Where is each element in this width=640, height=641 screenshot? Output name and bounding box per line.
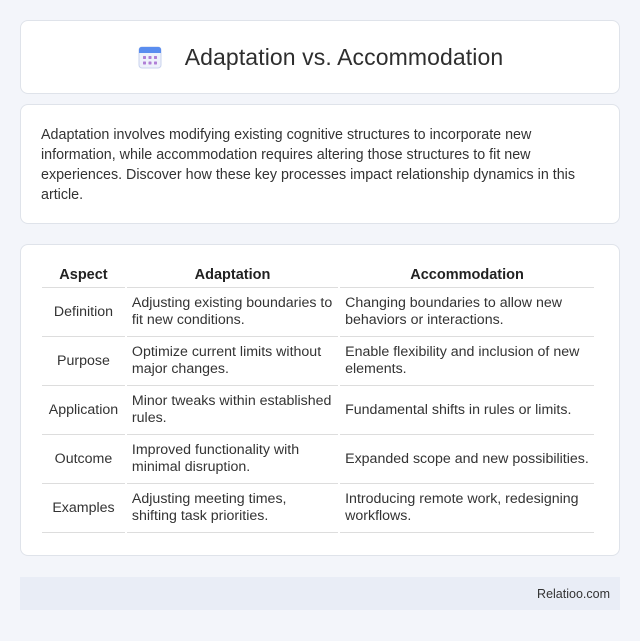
table-row [42, 288, 594, 337]
footer-bar [20, 577, 620, 610]
row-aspect-cell: Examples [42, 484, 125, 533]
row-aspect-cell: Application [42, 386, 125, 435]
table-row [42, 435, 594, 484]
header-aspect: Aspect [42, 263, 125, 288]
table-row [42, 337, 594, 386]
comparison-table [40, 263, 596, 533]
row-aspect-cell: Outcome [42, 435, 125, 484]
row-adaptation-cell: Minor tweaks within established rules. [127, 386, 338, 435]
footer-site-name: Relatioo.com [537, 586, 610, 601]
table-row [42, 484, 594, 533]
table-row [42, 386, 594, 435]
row-aspect-cell: Definition [42, 288, 125, 337]
row-accommodation-cell: Enable flexibility and inclusion of new elements. [340, 337, 594, 386]
title-card [20, 20, 620, 94]
row-adaptation-cell: Optimize current limits without major changes. [127, 337, 338, 386]
intro-card [20, 104, 620, 224]
header-accommodation: Accommodation [340, 263, 594, 288]
row-aspect-cell: Purpose [42, 337, 125, 386]
row-adaptation-cell: Adjusting existing boundaries to fit new conditions. [127, 288, 338, 337]
title-row [21, 21, 619, 93]
row-accommodation-cell: Fundamental shifts in rules or limits. [340, 386, 594, 435]
row-accommodation-cell: Changing boundaries to allow new behaviors or interactions. [340, 288, 594, 337]
comparison-card [20, 244, 620, 556]
intro-paragraph: Adaptation involves modifying existing cognitive structures to incorporate new information, while accommodation requires altering those structures to fit new experiences. Discover how these key processes impact relationship dynamics in this article. [41, 127, 575, 203]
row-accommodation-cell: Introducing remote work, redesigning workflows. [340, 484, 594, 533]
table-header-row [42, 263, 594, 288]
calendar-icon [137, 44, 163, 70]
row-adaptation-cell: Adjusting meeting times, shifting task priorities. [127, 484, 338, 533]
row-adaptation-cell: Improved functionality with minimal disruption. [127, 435, 338, 484]
page-title: Adaptation vs. Accommodation [184, 43, 504, 70]
row-accommodation-cell: Expanded scope and new possibilities. [340, 435, 594, 484]
header-adaptation: Adaptation [127, 263, 338, 288]
